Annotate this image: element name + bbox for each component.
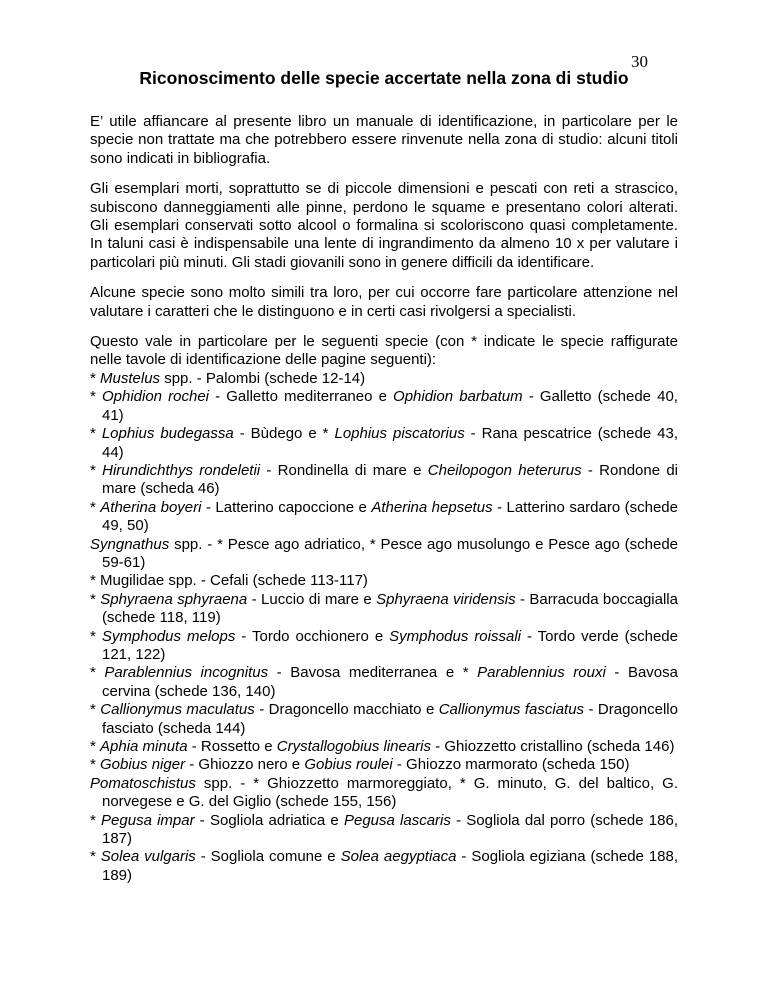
page-number: 30 <box>631 52 648 71</box>
species-list-intro: Questo vale in particolare per le seguenti specie (con * indicate le specie raffigurate nelle tavole di identificazione delle pagine seguenti): <box>90 333 678 369</box>
species-text: * <box>90 811 102 829</box>
species-text: - Sogliola dal porro (schede 186, 187) <box>102 811 678 848</box>
species-scientific-name: Aphia minuta <box>100 738 188 755</box>
species-text: - Galletto (schede 40, 41) <box>102 388 678 424</box>
species-text: - Dragoncello macchiato e <box>254 701 439 719</box>
species-scientific-name: Callionymus maculatus <box>100 701 255 719</box>
species-scientific-name: Symphodus melops <box>101 627 236 645</box>
species-text: * <box>90 701 101 719</box>
species-scientific-name: Pomatoschistus <box>90 774 196 792</box>
species-text: * <box>90 627 102 645</box>
species-text: * <box>90 664 105 682</box>
species-text: * <box>90 369 101 387</box>
list-item <box>90 664 678 701</box>
species-scientific-name: Ophidion rochei <box>101 388 209 406</box>
species-text: - Sogliola comune e <box>195 848 341 866</box>
species-scientific-name: Gobius roulei <box>304 756 393 774</box>
species-text: - Sogliola egiziana (schede 188, 189) <box>102 848 679 884</box>
species-scientific-name: Lophius budegassa <box>101 425 234 443</box>
intro-paragraph: E’ utile affiancare al presente libro un manuale di identificazione, in particolare per le specie non trattate ma che potrebbero essere rinvenute nella zona di studio: alcuni titoli sono indicati in bibliografia. <box>90 113 678 167</box>
species-text: - Barracuda boccagialla (schede 118, 119) <box>102 590 678 627</box>
species-text: - Tordo verde (schede 121, 122) <box>102 627 678 663</box>
species-scientific-name: Sphyraena <box>100 590 173 608</box>
list-item <box>90 572 678 590</box>
list-item <box>90 756 678 774</box>
species-text: - Galletto mediterraneo e <box>209 388 394 406</box>
species-text: - Sogliola adriatica e <box>194 811 344 829</box>
species-text: - Latterino sardaro (schede 49, 50) <box>102 498 678 535</box>
species-scientific-name: Solea vulgaris <box>100 848 196 866</box>
species-text: - Dragoncello fasciato (scheda 144) <box>102 701 678 737</box>
list-item <box>90 370 678 388</box>
species-text: - Rossetto e <box>187 738 277 755</box>
species-text: - Latterino capoccione e <box>201 498 372 516</box>
document-body <box>90 113 678 885</box>
species-text: * <box>90 461 103 479</box>
species-scientific-name: Pegusa lascaris <box>343 811 451 829</box>
species-scientific-name: Ophidion barbatum <box>393 388 523 406</box>
species-scientific-name: Callionymus fasciatus <box>438 701 585 719</box>
species-text: * <box>90 590 101 608</box>
list-item <box>90 388 678 425</box>
page-title: Riconoscimento delle specie accertate nella zona di studio <box>139 68 629 88</box>
species-scientific-name: Atherina hepsetus <box>371 498 493 516</box>
species-scientific-name: Symphodus roissali <box>389 627 521 645</box>
species-scientific-name: Parablennius incognitus <box>104 664 269 682</box>
specimen-condition-paragraph: Gli esemplari morti, soprattutto se di piccole dimensioni e pescati con reti a strascico, subiscono danneggiamenti alle pinne, perdono le squame e presentano colori alterati. Gli esemplari conservati sotto alcool o formalina si scoloriscono quasi completamente. In taluni casi è indispensabile una lente di ingrandimento da almeno 10 x per valutare i particolari più minuti. Gli stadi giovanili sono in genere difficili da identificare. <box>90 180 678 271</box>
list-item <box>90 425 678 462</box>
species-text: * <box>90 498 101 516</box>
list-item <box>90 462 678 499</box>
species-text: spp. - Palombi (schede 12-14) <box>160 369 366 387</box>
list-item <box>90 628 678 665</box>
species-text: - Ghiozzetto cristallino (scheda 146) <box>431 738 675 755</box>
list-item <box>90 499 678 536</box>
list-item <box>90 812 678 849</box>
species-text: - Rana pescatrice (schede 43, 44) <box>102 425 678 461</box>
species-scientific-name: Sphyraena viridensis <box>376 590 516 608</box>
species-scientific-name: Gobius niger <box>100 756 186 774</box>
species-scientific-name: Lophius piscatorius <box>334 425 465 443</box>
list-item <box>90 701 678 738</box>
species-text: - Bavosa mediterranea e * <box>268 664 478 682</box>
species-text: - Luccio di mare e <box>247 590 377 608</box>
similar-species-paragraph: Alcune specie sono molto simili tra loro, per cui occorre fare particolare attenzione nel valutare i caratteri che le distinguono e in certi casi rivolgersi a specialisti. <box>90 284 678 320</box>
species-text: * <box>90 848 101 866</box>
list-item <box>90 775 678 812</box>
species-list <box>90 370 678 885</box>
species-text: * <box>90 425 102 443</box>
species-text: - Tordo occhionero e <box>235 627 390 645</box>
species-scientific-name: Atherina boyeri <box>100 498 202 516</box>
species-text: - Rondone di mare (scheda 46) <box>102 461 679 498</box>
species-scientific-name: Mustelus <box>100 369 161 387</box>
list-item <box>90 591 678 628</box>
list-item <box>90 536 678 573</box>
species-text: - Ghiozzo nero e <box>185 756 305 774</box>
species-scientific-name: sphyraena <box>177 590 248 608</box>
list-item <box>90 738 678 756</box>
species-scientific-name: Hirundichthys rondeletii <box>102 461 261 479</box>
species-scientific-name: Crystallogobius linearis <box>276 738 432 755</box>
species-scientific-name: Cheilopogon heterurus <box>427 461 582 479</box>
species-scientific-name: Pegusa impar <box>101 811 195 829</box>
species-text: * <box>90 388 102 406</box>
species-text: - Bùdego e * <box>233 425 335 443</box>
species-text: spp. - * Ghiozzetto marmoreggiato, * G. minuto, G. del baltico, G. norvegese e G. del Giglio (schede 155, 156) <box>102 774 678 811</box>
species-scientific-name: Syngnathus <box>90 535 170 553</box>
species-text: spp. - * Pesce ago adriatico, * Pesce ago musolungo e Pesce ago (schede 59-61) <box>102 535 678 571</box>
list-item <box>90 848 678 885</box>
species-text: * <box>90 738 101 755</box>
species-text: * <box>90 756 101 774</box>
species-text: - Rondinella di mare e <box>260 461 428 479</box>
species-scientific-name: Parablennius rouxi <box>477 664 606 682</box>
species-text: * Mugilidae spp. - Cefali (schede 113-117) <box>90 572 368 590</box>
species-text: - Bavosa cervina (schede 136, 140) <box>102 664 678 700</box>
species-text: - Ghiozzo marmorato (scheda 150) <box>392 756 630 774</box>
species-scientific-name: Solea aegyptiaca <box>340 848 457 866</box>
